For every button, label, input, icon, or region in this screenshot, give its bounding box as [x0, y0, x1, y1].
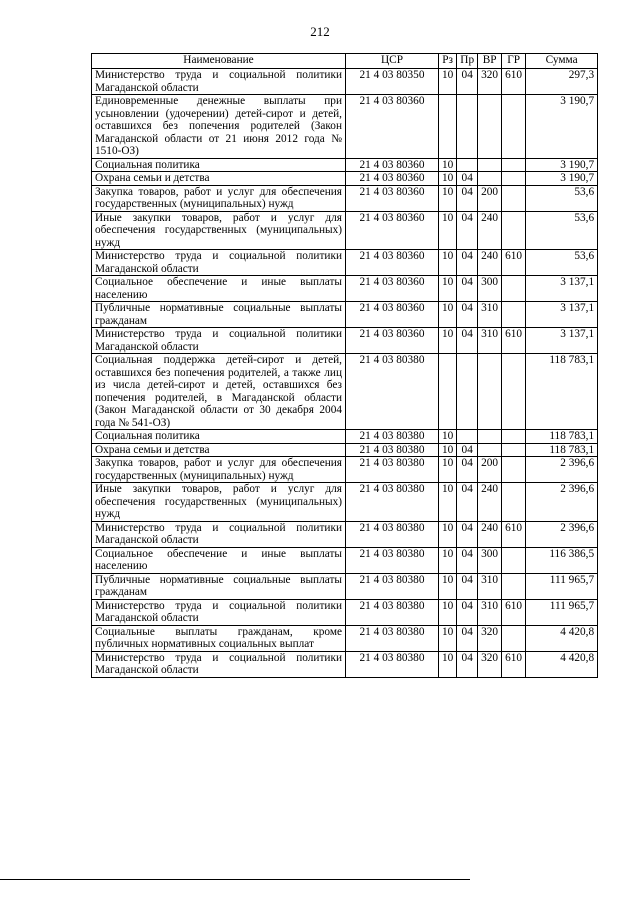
cell-rz [439, 354, 457, 430]
cell-pr: 04 [457, 328, 478, 354]
cell-rz: 10 [439, 457, 457, 483]
cell-rz: 10 [439, 521, 457, 547]
cell-sum: 53,6 [526, 211, 598, 250]
cell-vr: 240 [478, 211, 502, 250]
table-row [92, 547, 598, 573]
cell-name: Социальное обеспечение и иные выплаты населению [92, 547, 346, 573]
table-row [92, 276, 598, 302]
cell-vr [478, 95, 502, 159]
cell-rz: 10 [439, 185, 457, 211]
table-row [92, 625, 598, 651]
cell-sum: 2 396,6 [526, 483, 598, 522]
cell-rz: 10 [439, 172, 457, 186]
cell-gr [502, 302, 526, 328]
cell-csr: 21 4 03 80380 [346, 651, 439, 677]
cell-name: Социальные выплаты гражданам, кроме публичных нормативных социальных выплат [92, 625, 346, 651]
table-row [92, 250, 598, 276]
cell-rz: 10 [439, 573, 457, 599]
table-row [92, 483, 598, 522]
cell-sum: 3 137,1 [526, 302, 598, 328]
cell-pr: 04 [457, 547, 478, 573]
cell-vr: 310 [478, 302, 502, 328]
table-row [92, 211, 598, 250]
cell-csr: 21 4 03 80360 [346, 211, 439, 250]
header-gr: ГР [502, 54, 526, 69]
footer-divider [0, 879, 470, 880]
cell-csr: 21 4 03 80360 [346, 328, 439, 354]
table-row [92, 573, 598, 599]
cell-pr: 04 [457, 625, 478, 651]
header-name: Наименование [92, 54, 346, 69]
cell-vr: 320 [478, 625, 502, 651]
cell-vr: 310 [478, 599, 502, 625]
cell-rz: 10 [439, 302, 457, 328]
cell-rz: 10 [439, 69, 457, 95]
cell-vr: 240 [478, 250, 502, 276]
cell-gr [502, 276, 526, 302]
cell-rz: 10 [439, 547, 457, 573]
cell-csr: 21 4 03 80380 [346, 457, 439, 483]
cell-gr [502, 158, 526, 172]
cell-gr [502, 172, 526, 186]
table-row [92, 651, 598, 677]
cell-sum: 111 965,7 [526, 599, 598, 625]
cell-rz: 10 [439, 483, 457, 522]
cell-pr: 04 [457, 599, 478, 625]
cell-csr: 21 4 03 80360 [346, 158, 439, 172]
cell-pr: 04 [457, 302, 478, 328]
cell-name: Иные закупки товаров, работ и услуг для обеспечения государственных (муниципальных) нужд [92, 483, 346, 522]
cell-vr: 300 [478, 547, 502, 573]
cell-csr: 21 4 03 80360 [346, 302, 439, 328]
cell-sum: 3 137,1 [526, 328, 598, 354]
cell-rz: 10 [439, 651, 457, 677]
cell-pr: 04 [457, 651, 478, 677]
cell-rz [439, 95, 457, 159]
cell-name: Социальная политика [92, 158, 346, 172]
cell-name: Социальная поддержка детей-сирот и детей, оставшихся без попечения родителей, а также лиц из числа детей-сирот и детей, оставшихся без попечения родителей, в Магаданской области (Закон Магаданской области от 30 декабря 2004 года № 541-ОЗ) [92, 354, 346, 430]
cell-rz: 10 [439, 430, 457, 444]
cell-csr: 21 4 03 80380 [346, 354, 439, 430]
cell-pr [457, 354, 478, 430]
budget-table [91, 53, 598, 678]
cell-gr: 610 [502, 250, 526, 276]
cell-sum: 3 190,7 [526, 172, 598, 186]
cell-csr: 21 4 03 80380 [346, 547, 439, 573]
cell-csr: 21 4 03 80380 [346, 573, 439, 599]
cell-gr: 610 [502, 328, 526, 354]
table-row [92, 430, 598, 444]
table-row [92, 599, 598, 625]
cell-name: Единовременные денежные выплаты при усыновлении (удочерении) детей-сирот и детей, оставшихся без попечения родителей (Закон Магаданской области от 21 июня 2012 года № 1510-ОЗ) [92, 95, 346, 159]
cell-csr: 21 4 03 80350 [346, 69, 439, 95]
cell-sum: 2 396,6 [526, 521, 598, 547]
cell-sum: 53,6 [526, 250, 598, 276]
cell-vr: 320 [478, 69, 502, 95]
cell-pr: 04 [457, 250, 478, 276]
table-row [92, 328, 598, 354]
cell-vr: 320 [478, 651, 502, 677]
cell-pr: 04 [457, 573, 478, 599]
cell-rz: 10 [439, 158, 457, 172]
table-row [92, 457, 598, 483]
cell-vr: 200 [478, 185, 502, 211]
cell-name: Министерство труда и социальной политики Магаданской области [92, 599, 346, 625]
cell-pr: 04 [457, 276, 478, 302]
cell-sum: 297,3 [526, 69, 598, 95]
cell-csr: 21 4 03 80360 [346, 172, 439, 186]
cell-vr: 240 [478, 483, 502, 522]
table-row [92, 521, 598, 547]
cell-gr: 610 [502, 69, 526, 95]
cell-sum: 116 386,5 [526, 547, 598, 573]
cell-pr [457, 158, 478, 172]
cell-pr: 04 [457, 172, 478, 186]
cell-gr: 610 [502, 599, 526, 625]
cell-vr [478, 172, 502, 186]
cell-sum: 3 190,7 [526, 158, 598, 172]
cell-sum: 2 396,6 [526, 457, 598, 483]
cell-name: Министерство труда и социальной политики Магаданской области [92, 651, 346, 677]
header-pr: Пр [457, 54, 478, 69]
cell-name: Закупка товаров, работ и услуг для обеспечения государственных (муниципальных) нужд [92, 457, 346, 483]
header-vr: ВР [478, 54, 502, 69]
cell-name: Социальное обеспечение и иные выплаты населению [92, 276, 346, 302]
cell-vr [478, 158, 502, 172]
cell-pr: 04 [457, 521, 478, 547]
table-row [92, 354, 598, 430]
cell-name: Министерство труда и социальной политики Магаданской области [92, 250, 346, 276]
cell-csr: 21 4 03 80380 [346, 521, 439, 547]
cell-csr: 21 4 03 80360 [346, 185, 439, 211]
cell-rz: 10 [439, 250, 457, 276]
cell-rz: 10 [439, 328, 457, 354]
cell-vr [478, 443, 502, 457]
table-row [92, 443, 598, 457]
cell-csr: 21 4 03 80360 [346, 95, 439, 159]
cell-vr: 300 [478, 276, 502, 302]
cell-pr: 04 [457, 211, 478, 250]
cell-pr: 04 [457, 483, 478, 522]
cell-csr: 21 4 03 80380 [346, 599, 439, 625]
cell-csr: 21 4 03 80380 [346, 483, 439, 522]
cell-gr [502, 547, 526, 573]
cell-gr [502, 625, 526, 651]
cell-sum: 4 420,8 [526, 625, 598, 651]
cell-pr [457, 95, 478, 159]
cell-vr [478, 354, 502, 430]
cell-gr [502, 95, 526, 159]
cell-rz: 10 [439, 276, 457, 302]
cell-name: Публичные нормативные социальные выплаты гражданам [92, 573, 346, 599]
cell-gr [502, 443, 526, 457]
page-number: 212 [310, 24, 330, 39]
header-rz: Рз [439, 54, 457, 69]
cell-csr: 21 4 03 80380 [346, 625, 439, 651]
table-row [92, 185, 598, 211]
cell-sum: 118 783,1 [526, 430, 598, 444]
table-row [92, 95, 598, 159]
cell-gr [502, 185, 526, 211]
cell-pr: 04 [457, 457, 478, 483]
cell-gr [502, 211, 526, 250]
table-body [92, 69, 598, 678]
cell-vr: 310 [478, 328, 502, 354]
cell-sum: 118 783,1 [526, 443, 598, 457]
cell-name: Публичные нормативные социальные выплаты гражданам [92, 302, 346, 328]
cell-vr: 240 [478, 521, 502, 547]
cell-csr: 21 4 03 80360 [346, 250, 439, 276]
cell-rz: 10 [439, 211, 457, 250]
cell-csr: 21 4 03 80380 [346, 443, 439, 457]
cell-name: Охрана семьи и детства [92, 443, 346, 457]
cell-gr: 610 [502, 521, 526, 547]
cell-csr: 21 4 03 80380 [346, 430, 439, 444]
cell-sum: 53,6 [526, 185, 598, 211]
cell-vr [478, 430, 502, 444]
table-row [92, 69, 598, 95]
cell-rz: 10 [439, 443, 457, 457]
cell-vr: 200 [478, 457, 502, 483]
cell-name: Закупка товаров, работ и услуг для обеспечения государственных (муниципальных) нужд [92, 185, 346, 211]
cell-rz: 10 [439, 625, 457, 651]
cell-pr: 04 [457, 69, 478, 95]
cell-gr [502, 573, 526, 599]
cell-sum: 3 137,1 [526, 276, 598, 302]
cell-name: Иные закупки товаров, работ и услуг для обеспечения государственных (муниципальных) нужд [92, 211, 346, 250]
cell-gr [502, 483, 526, 522]
cell-gr: 610 [502, 651, 526, 677]
cell-name: Министерство труда и социальной политики Магаданской области [92, 69, 346, 95]
cell-name: Министерство труда и социальной политики Магаданской области [92, 521, 346, 547]
cell-gr [502, 430, 526, 444]
cell-sum: 111 965,7 [526, 573, 598, 599]
table-header-row [92, 54, 598, 69]
cell-vr: 310 [478, 573, 502, 599]
table-row [92, 172, 598, 186]
cell-sum: 4 420,8 [526, 651, 598, 677]
header-sum: Сумма [526, 54, 598, 69]
cell-sum: 3 190,7 [526, 95, 598, 159]
cell-name: Охрана семьи и детства [92, 172, 346, 186]
table-row [92, 158, 598, 172]
header-csr: ЦСР [346, 54, 439, 69]
cell-sum: 118 783,1 [526, 354, 598, 430]
cell-csr: 21 4 03 80360 [346, 276, 439, 302]
cell-gr [502, 354, 526, 430]
cell-pr: 04 [457, 443, 478, 457]
cell-gr [502, 457, 526, 483]
cell-pr [457, 430, 478, 444]
cell-pr: 04 [457, 185, 478, 211]
cell-name: Министерство труда и социальной политики Магаданской области [92, 328, 346, 354]
table-row [92, 302, 598, 328]
cell-name: Социальная политика [92, 430, 346, 444]
cell-rz: 10 [439, 599, 457, 625]
